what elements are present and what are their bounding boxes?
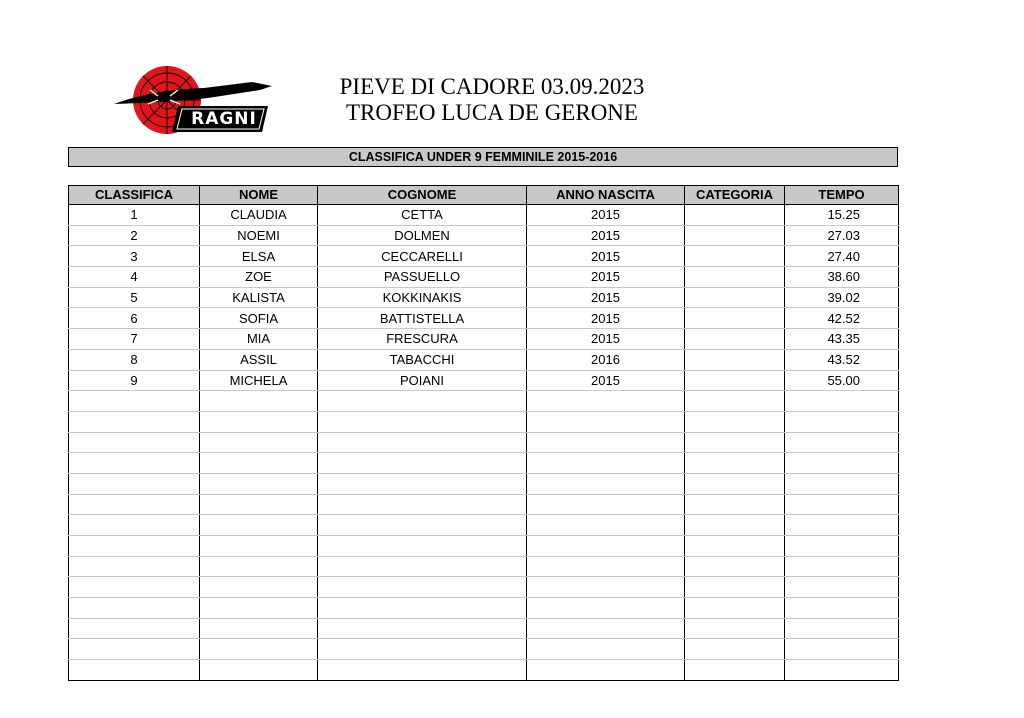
- cognome-cell: PASSUELLO: [318, 267, 527, 288]
- table-row: [69, 536, 899, 557]
- nome-cell: [200, 536, 318, 557]
- classifica-cell: 2: [69, 225, 200, 246]
- anno-nascita-cell: 2015: [527, 370, 685, 391]
- classifica-cell: 4: [69, 267, 200, 288]
- tempo-cell: [785, 391, 899, 412]
- table-row: [69, 349, 899, 370]
- nome-cell: [200, 577, 318, 598]
- cognome-cell: [318, 515, 527, 536]
- cognome-cell: BATTISTELLA: [318, 308, 527, 329]
- anno-nascita-cell: [527, 556, 685, 577]
- tempo-cell: [785, 556, 899, 577]
- tempo-cell: 43.52: [785, 349, 899, 370]
- nome-cell: [200, 453, 318, 474]
- cognome-cell: [318, 411, 527, 432]
- table-row: [69, 618, 899, 639]
- header-anno-nascita: ANNO NASCITA: [527, 186, 685, 205]
- header-categoria: CATEGORIA: [685, 186, 785, 205]
- cognome-cell: [318, 556, 527, 577]
- categoria-cell: [685, 598, 785, 619]
- table-row: [69, 577, 899, 598]
- nome-cell: CLAUDIA: [200, 205, 318, 226]
- anno-nascita-cell: 2016: [527, 349, 685, 370]
- tempo-cell: [785, 432, 899, 453]
- nome-cell: MICHELA: [200, 370, 318, 391]
- tempo-cell: 39.02: [785, 287, 899, 308]
- categoria-cell: [685, 391, 785, 412]
- tempo-cell: [785, 515, 899, 536]
- tempo-cell: [785, 453, 899, 474]
- table-row: [69, 308, 899, 329]
- categoria-cell: [685, 370, 785, 391]
- anno-nascita-cell: [527, 494, 685, 515]
- table-row: [69, 494, 899, 515]
- tempo-cell: [785, 577, 899, 598]
- categoria-cell: [685, 618, 785, 639]
- categoria-cell: [685, 577, 785, 598]
- classifica-cell: [69, 473, 200, 494]
- table-row: [69, 411, 899, 432]
- classifica-cell: [69, 618, 200, 639]
- classifica-cell: 8: [69, 349, 200, 370]
- categoria-cell: [685, 411, 785, 432]
- nome-cell: [200, 598, 318, 619]
- nome-cell: KALISTA: [200, 287, 318, 308]
- cognome-cell: [318, 391, 527, 412]
- nome-cell: ELSA: [200, 246, 318, 267]
- nome-cell: ASSIL: [200, 349, 318, 370]
- classifica-cell: 5: [69, 287, 200, 308]
- table-row: [69, 329, 899, 350]
- table-row: [69, 267, 899, 288]
- anno-nascita-cell: 2015: [527, 308, 685, 329]
- cognome-cell: KOKKINAKIS: [318, 287, 527, 308]
- cognome-cell: [318, 618, 527, 639]
- categoria-cell: [685, 515, 785, 536]
- classifica-cell: 1: [69, 205, 200, 226]
- anno-nascita-cell: [527, 411, 685, 432]
- nome-cell: MIA: [200, 329, 318, 350]
- nome-cell: [200, 556, 318, 577]
- anno-nascita-cell: [527, 577, 685, 598]
- categoria-cell: [685, 453, 785, 474]
- cognome-cell: [318, 660, 527, 681]
- tempo-cell: [785, 660, 899, 681]
- nome-cell: [200, 411, 318, 432]
- anno-nascita-cell: [527, 536, 685, 557]
- header-cognome: COGNOME: [318, 186, 527, 205]
- category-title: CLASSIFICA UNDER 9 FEMMINILE 2015-2016: [68, 147, 898, 167]
- categoria-cell: [685, 349, 785, 370]
- classifica-cell: [69, 515, 200, 536]
- tempo-cell: 55.00: [785, 370, 899, 391]
- tempo-cell: 43.35: [785, 329, 899, 350]
- classifica-cell: [69, 391, 200, 412]
- categoria-cell: [685, 473, 785, 494]
- ragni-logo: [112, 60, 272, 142]
- table-row: [69, 370, 899, 391]
- cognome-cell: [318, 432, 527, 453]
- anno-nascita-cell: 2015: [527, 246, 685, 267]
- header-classifica: CLASSIFICA: [69, 186, 200, 205]
- categoria-cell: [685, 432, 785, 453]
- table-row: [69, 473, 899, 494]
- tempo-cell: 42.52: [785, 308, 899, 329]
- classifica-cell: 3: [69, 246, 200, 267]
- categoria-cell: [685, 287, 785, 308]
- nome-cell: [200, 432, 318, 453]
- cognome-cell: [318, 453, 527, 474]
- logo-text: RAGNI: [191, 109, 257, 129]
- anno-nascita-cell: 2015: [527, 329, 685, 350]
- table-row: [69, 287, 899, 308]
- cognome-cell: [318, 598, 527, 619]
- results-table: [68, 185, 899, 681]
- categoria-cell: [685, 267, 785, 288]
- cognome-cell: POIANI: [318, 370, 527, 391]
- anno-nascita-cell: [527, 618, 685, 639]
- table-row: [69, 391, 899, 412]
- table-row: [69, 660, 899, 681]
- cognome-cell: [318, 494, 527, 515]
- event-subtitle: TROFEO LUCA DE GERONE: [346, 100, 638, 125]
- table-row: [69, 205, 899, 226]
- cognome-cell: [318, 536, 527, 557]
- anno-nascita-cell: [527, 598, 685, 619]
- tempo-cell: [785, 618, 899, 639]
- nome-cell: SOFIA: [200, 308, 318, 329]
- cognome-cell: FRESCURA: [318, 329, 527, 350]
- tempo-cell: [785, 598, 899, 619]
- nome-cell: [200, 391, 318, 412]
- categoria-cell: [685, 225, 785, 246]
- anno-nascita-cell: 2015: [527, 267, 685, 288]
- table-row: [69, 515, 899, 536]
- categoria-cell: [685, 246, 785, 267]
- tempo-cell: [785, 639, 899, 660]
- classifica-cell: [69, 432, 200, 453]
- tempo-cell: 38.60: [785, 267, 899, 288]
- classifica-cell: [69, 577, 200, 598]
- categoria-cell: [685, 308, 785, 329]
- categoria-cell: [685, 494, 785, 515]
- categoria-cell: [685, 660, 785, 681]
- anno-nascita-cell: [527, 432, 685, 453]
- cognome-cell: [318, 577, 527, 598]
- cognome-cell: CETTA: [318, 205, 527, 226]
- table-row: [69, 225, 899, 246]
- table-row: [69, 639, 899, 660]
- cognome-cell: TABACCHI: [318, 349, 527, 370]
- anno-nascita-cell: [527, 453, 685, 474]
- cognome-cell: CECCARELLI: [318, 246, 527, 267]
- tempo-cell: [785, 494, 899, 515]
- categoria-cell: [685, 639, 785, 660]
- classifica-cell: 6: [69, 308, 200, 329]
- classifica-cell: [69, 453, 200, 474]
- anno-nascita-cell: 2015: [527, 205, 685, 226]
- categoria-cell: [685, 556, 785, 577]
- nome-cell: NOEMI: [200, 225, 318, 246]
- tempo-cell: 27.03: [785, 225, 899, 246]
- classifica-cell: 9: [69, 370, 200, 391]
- tempo-cell: [785, 473, 899, 494]
- cognome-cell: [318, 473, 527, 494]
- nome-cell: ZOE: [200, 267, 318, 288]
- table-row: [69, 598, 899, 619]
- classifica-cell: 7: [69, 329, 200, 350]
- nome-cell: [200, 494, 318, 515]
- event-title: PIEVE DI CADORE 03.09.2023: [339, 74, 645, 99]
- classifica-cell: [69, 536, 200, 557]
- table-row: [69, 556, 899, 577]
- header-nome: NOME: [200, 186, 318, 205]
- anno-nascita-cell: [527, 391, 685, 412]
- anno-nascita-cell: [527, 515, 685, 536]
- nome-cell: [200, 639, 318, 660]
- categoria-cell: [685, 536, 785, 557]
- classifica-cell: [69, 494, 200, 515]
- classifica-cell: [69, 660, 200, 681]
- table-row: [69, 432, 899, 453]
- classifica-cell: [69, 639, 200, 660]
- table-header-row: [69, 186, 899, 205]
- tempo-cell: [785, 411, 899, 432]
- table-row: [69, 453, 899, 474]
- nome-cell: [200, 515, 318, 536]
- tempo-cell: [785, 536, 899, 557]
- classifica-cell: [69, 598, 200, 619]
- anno-nascita-cell: [527, 660, 685, 681]
- categoria-cell: [685, 329, 785, 350]
- nome-cell: [200, 660, 318, 681]
- cognome-cell: DOLMEN: [318, 225, 527, 246]
- anno-nascita-cell: 2015: [527, 225, 685, 246]
- table-row: [69, 246, 899, 267]
- classifica-cell: [69, 411, 200, 432]
- tempo-cell: 27.40: [785, 246, 899, 267]
- anno-nascita-cell: [527, 473, 685, 494]
- nome-cell: [200, 618, 318, 639]
- anno-nascita-cell: [527, 639, 685, 660]
- tempo-cell: 15.25: [785, 205, 899, 226]
- nome-cell: [200, 473, 318, 494]
- header-tempo: TEMPO: [785, 186, 899, 205]
- anno-nascita-cell: 2015: [527, 287, 685, 308]
- categoria-cell: [685, 205, 785, 226]
- classifica-cell: [69, 556, 200, 577]
- cognome-cell: [318, 639, 527, 660]
